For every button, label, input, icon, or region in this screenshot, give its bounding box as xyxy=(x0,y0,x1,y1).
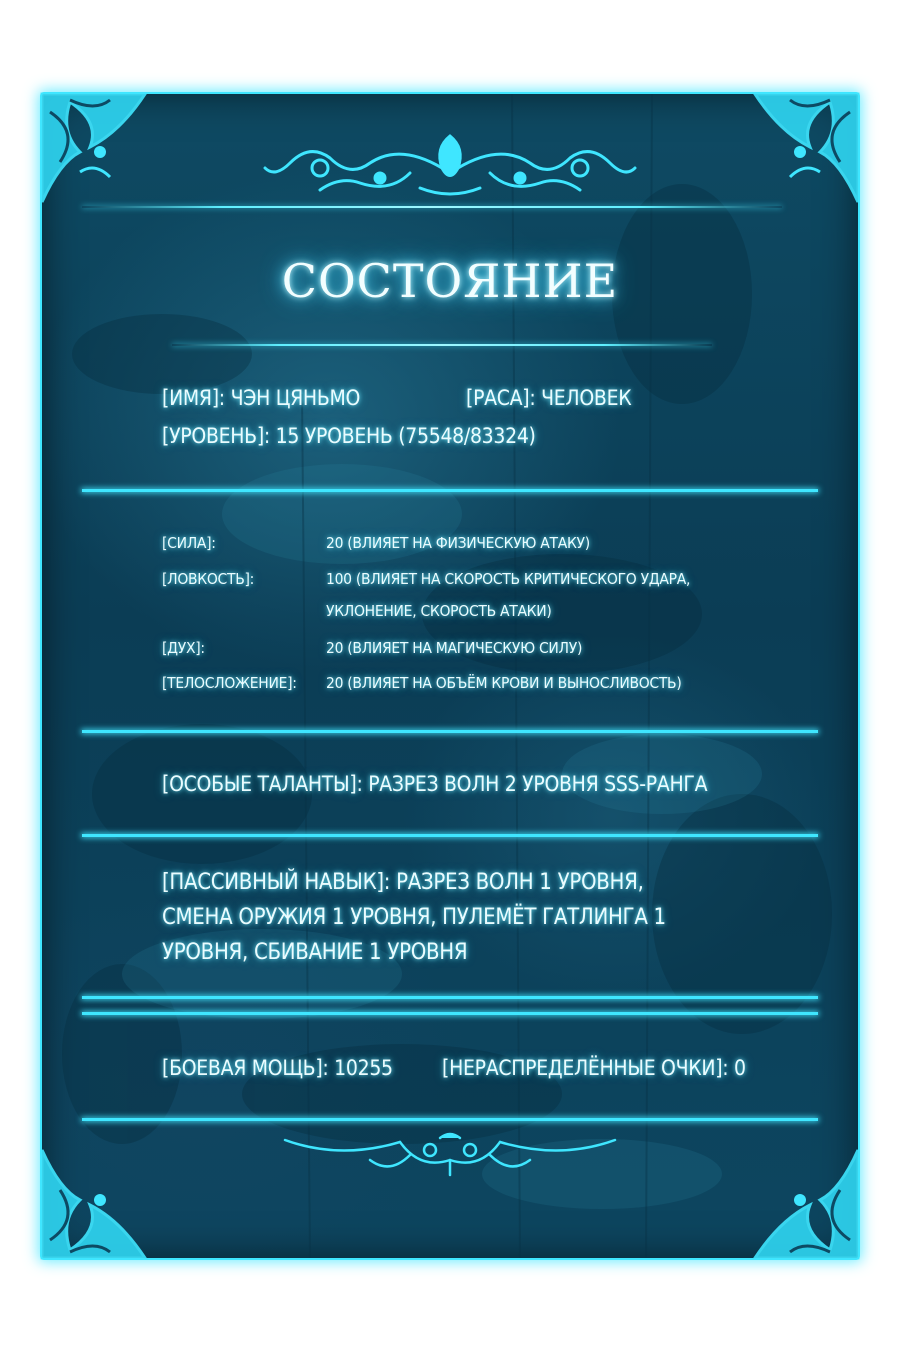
stat-value-constitution: 20 (ВЛИЯЕТ НА ОБЪЁМ КРОВИ И ВЫНОСЛИВОСТЬ) xyxy=(326,674,682,692)
name-field: [ИМЯ]: ЧЭН ЦЯНЬМО xyxy=(162,386,361,410)
race-field: [РАСА]: ЧЕЛОВЕК xyxy=(466,386,632,410)
stat-label-agility: [ЛОВКОСТЬ]: xyxy=(162,570,255,588)
passive-skill-line2: СМЕНА ОРУЖИЯ 1 УРОВНЯ, ПУЛЕМЁТ ГАТЛИНГА 1 xyxy=(162,905,666,930)
corner-ornament-bottom-right xyxy=(750,1145,860,1260)
title-divider-top xyxy=(82,206,782,208)
section-divider xyxy=(82,1012,818,1015)
passive-skill-line1: [ПАССИВНЫЙ НАВЫК]: РАЗРЕЗ ВОЛН 1 УРОВНЯ, xyxy=(162,870,644,895)
stat-label-constitution: [ТЕЛОСЛОЖЕНИЕ]: xyxy=(162,674,297,692)
stat-value-agility-cont: УКЛОНЕНИЕ, СКОРОСТЬ АТАКИ) xyxy=(326,602,552,620)
passive-skill-line3: УРОВНЯ, СБИВАНИЕ 1 УРОВНЯ xyxy=(162,940,468,965)
section-divider xyxy=(82,834,818,837)
stat-value-agility: 100 (ВЛИЯЕТ НА СКОРОСТЬ КРИТИЧЕСКОГО УДАРА, xyxy=(326,570,691,588)
special-talents: [ОСОБЫЕ ТАЛАНТЫ]: РАЗРЕЗ ВОЛН 2 УРОВНЯ SSS-РАНГА xyxy=(162,772,708,796)
corner-ornament-top-left xyxy=(40,92,150,207)
status-panel xyxy=(42,94,858,1258)
top-scroll-ornament xyxy=(260,128,640,208)
stat-label-strength: [СИЛА]: xyxy=(162,534,216,552)
level-field: [УРОВЕНЬ]: 15 УРОВЕНЬ (75548/83324) xyxy=(162,424,536,448)
stat-value-strength: 20 (ВЛИЯЕТ НА ФИЗИЧЕСКУЮ АТАКУ) xyxy=(326,534,590,552)
page-title: СОСТОЯНИЕ xyxy=(281,254,619,308)
section-divider xyxy=(82,996,818,999)
stat-value-spirit: 20 (ВЛИЯЕТ НА МАГИЧЕСКУЮ СИЛУ) xyxy=(326,639,583,657)
corner-ornament-bottom-left xyxy=(40,1145,150,1260)
bottom-scroll-ornament xyxy=(280,1130,620,1180)
stat-label-spirit: [ДУХ]: xyxy=(162,639,205,657)
section-divider xyxy=(82,730,818,733)
unallocated-points: [НЕРАСПРЕДЕЛЁННЫЕ ОЧКИ]: 0 xyxy=(442,1056,746,1080)
combat-power: [БОЕВАЯ МОЩЬ]: 10255 xyxy=(162,1056,393,1080)
section-divider xyxy=(82,489,818,492)
corner-ornament-top-right xyxy=(750,92,860,207)
section-divider xyxy=(82,1118,818,1121)
title-divider-bottom xyxy=(172,344,712,346)
